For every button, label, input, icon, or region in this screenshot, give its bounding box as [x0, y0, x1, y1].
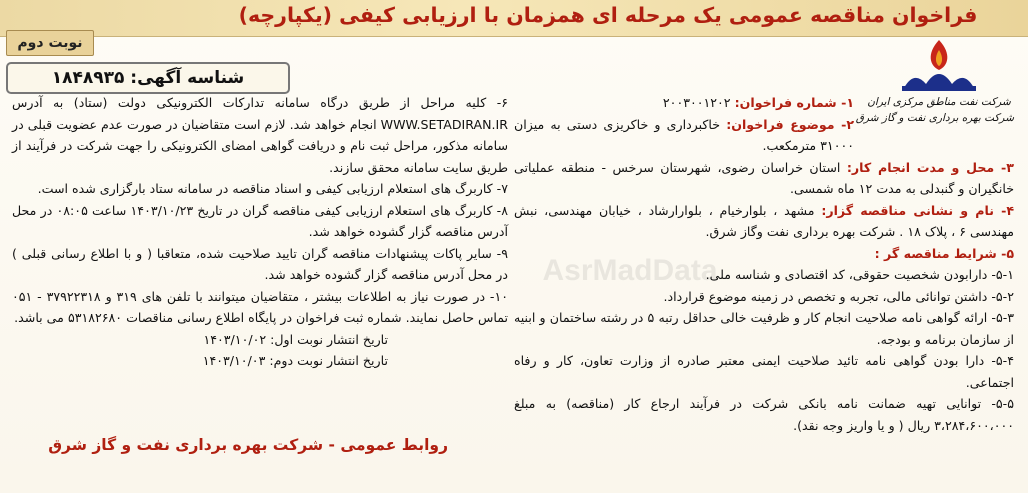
left-column	[12, 92, 508, 372]
right-column	[514, 92, 1014, 436]
section-2	[514, 114, 854, 157]
section-5-5: ۵-۵- توانایی تهیه ضمانت نامه بانکی شرکت در فرآیند ارجاع کار (مناقصه) به مبلغ ۳،۲۸۴،۶۰۰،۰۰۰ ریال ( و یا واریز وجه نقد).	[514, 396, 1014, 433]
title-bar	[0, 0, 1028, 37]
section-4-value: مشهد ، بلوارخیام ، بلوارارشاد ، خیابان مهندسی، نبش مهندسی ۶ ، پلاک ۱۸ . شرکت بهره برداری نفت وگاز شرق.	[514, 202, 1014, 239]
section-10: ۱۰- در صورت نیاز به اطلاعات بیشتر ، متقاضیان میتوانند با تلفن های ۳۱۹ و ۳۷۹۲۲۳۱۸ - ۰۵۱ تماس حاصل نمایند. شماره ثبت فراخوان در پایگاه اطلاع رسانی مناقصات ۵۳۱۸۲۶۸۰ می باشد.	[12, 288, 508, 325]
edition-badge: نوبت دوم	[6, 30, 94, 56]
ad-id-box: شناسه آگهی: ۱۸۴۸۹۳۵	[6, 62, 290, 94]
section-2-value: خاکبرداری و خاکریزی دستی به میزان ۳۱۰۰۰ مترمکعب.	[514, 116, 854, 153]
logo-text-line2: شرکت بهره برداری نفت و گاز شرق	[855, 112, 1014, 124]
section-5-heading: ۵- شرایط مناقصه گر :	[874, 245, 1014, 261]
section-1-value: ۲۰۰۳۰۰۱۲۰۲	[662, 95, 731, 110]
section-5-4: ۵-۴- دارا بودن گواهی نامه تائید صلاحیت ایمنی معتبر صادره از وزارت تعاون، کار و رفاه اجتماعی.	[514, 353, 1014, 390]
section-3-label: ۳- محل و مدت انجام کار:	[846, 159, 1014, 175]
section-6: ۶- کلیه مراحل از طریق درگاه سامانه تدارکات الکترونیکی دولت (ستاد) به آدرس WWW.SETADIRAN.IR انجام خواهد شد. لازم است متقاضیان در صورت عدم عضویت قبلی در سامانه مذکور، مراحل ثبت نام و دریافت گواهی امضای الکترونیکی را جهت شرکت در فرآیند از طریق سایت سامانه محقق سازند.	[12, 95, 508, 175]
section-1	[514, 92, 854, 114]
section-9: ۹- سایر پاکات پیشنهادات مناقصه گران تایید صلاحیت شده، متعاقبا ( و با اطلاع رسانی قبلی ) در محل آدرس مناقصه گزار گشوده خواهد شد.	[12, 245, 508, 282]
ad-title: فراخوان مناقصه عمومی یک مرحله ای همزمان با ارزیابی کیفی (یکپارچه)	[238, 3, 978, 27]
publish-date-second: تاریخ انتشار نوبت دوم: ۱۴۰۳/۱۰/۰۳	[202, 353, 388, 368]
section-5-2: ۵-۲- داشتن توانائی مالی، تجربه و تخصص در زمینه موضوع قرارداد.	[663, 288, 1014, 304]
section-4	[514, 200, 1014, 243]
section-1-label: ۱- شماره فراخوان:	[734, 95, 854, 110]
logo-text-line1: شرکت نفت مناطق مرکزی ایران	[867, 96, 1011, 108]
section-2-label: ۲- موضوع فراخوان:	[726, 116, 854, 132]
section-7: ۷- کاربرگ های استعلام ارزیابی کیفی و اسناد مناقصه در سامانه ستاد بارگزاری شده است.	[37, 181, 508, 196]
publish-date-first: تاریخ انتشار نوبت اول: ۱۴۰۳/۱۰/۰۲	[203, 331, 388, 347]
watermark-text: AsrMadData	[542, 254, 718, 287]
flame-emblem-icon	[864, 36, 1014, 96]
section-3-value: استان خراسان رضوی، شهرستان سرخس - منطقه عملیاتی خانگیران و گنبدلی به مدت ۱۲ ماه شمسی.	[514, 159, 1014, 196]
section-8: ۸- کاربرگ های استعلام ارزیابی کیفی مناقصه گران در تاریخ ۱۴۰۳/۱۰/۲۳ ساعت ۰۸:۰۵ در محل آدرس مناقصه گزار گشوده خواهد شد.	[12, 202, 508, 239]
section-5-3: ۵-۳- ارائه گواهی نامه صلاحیت انجام کار و ظرفیت خالی حداقل رتبه ۵ در رشته ساختمان و ابنیه از سازمان برنامه و بودجه.	[514, 310, 1015, 347]
signature: روابط عمومی - شرکت بهره برداری نفت و گاز شرق	[48, 436, 448, 454]
section-4-label: ۴- نام و نشانی مناقصه گزار:	[821, 202, 1014, 218]
section-5-1: ۵-۱- دارابودن شخصیت حقوقی، کد اقتصادی و شناسه ملی.	[705, 267, 1014, 282]
section-3	[514, 157, 1014, 200]
